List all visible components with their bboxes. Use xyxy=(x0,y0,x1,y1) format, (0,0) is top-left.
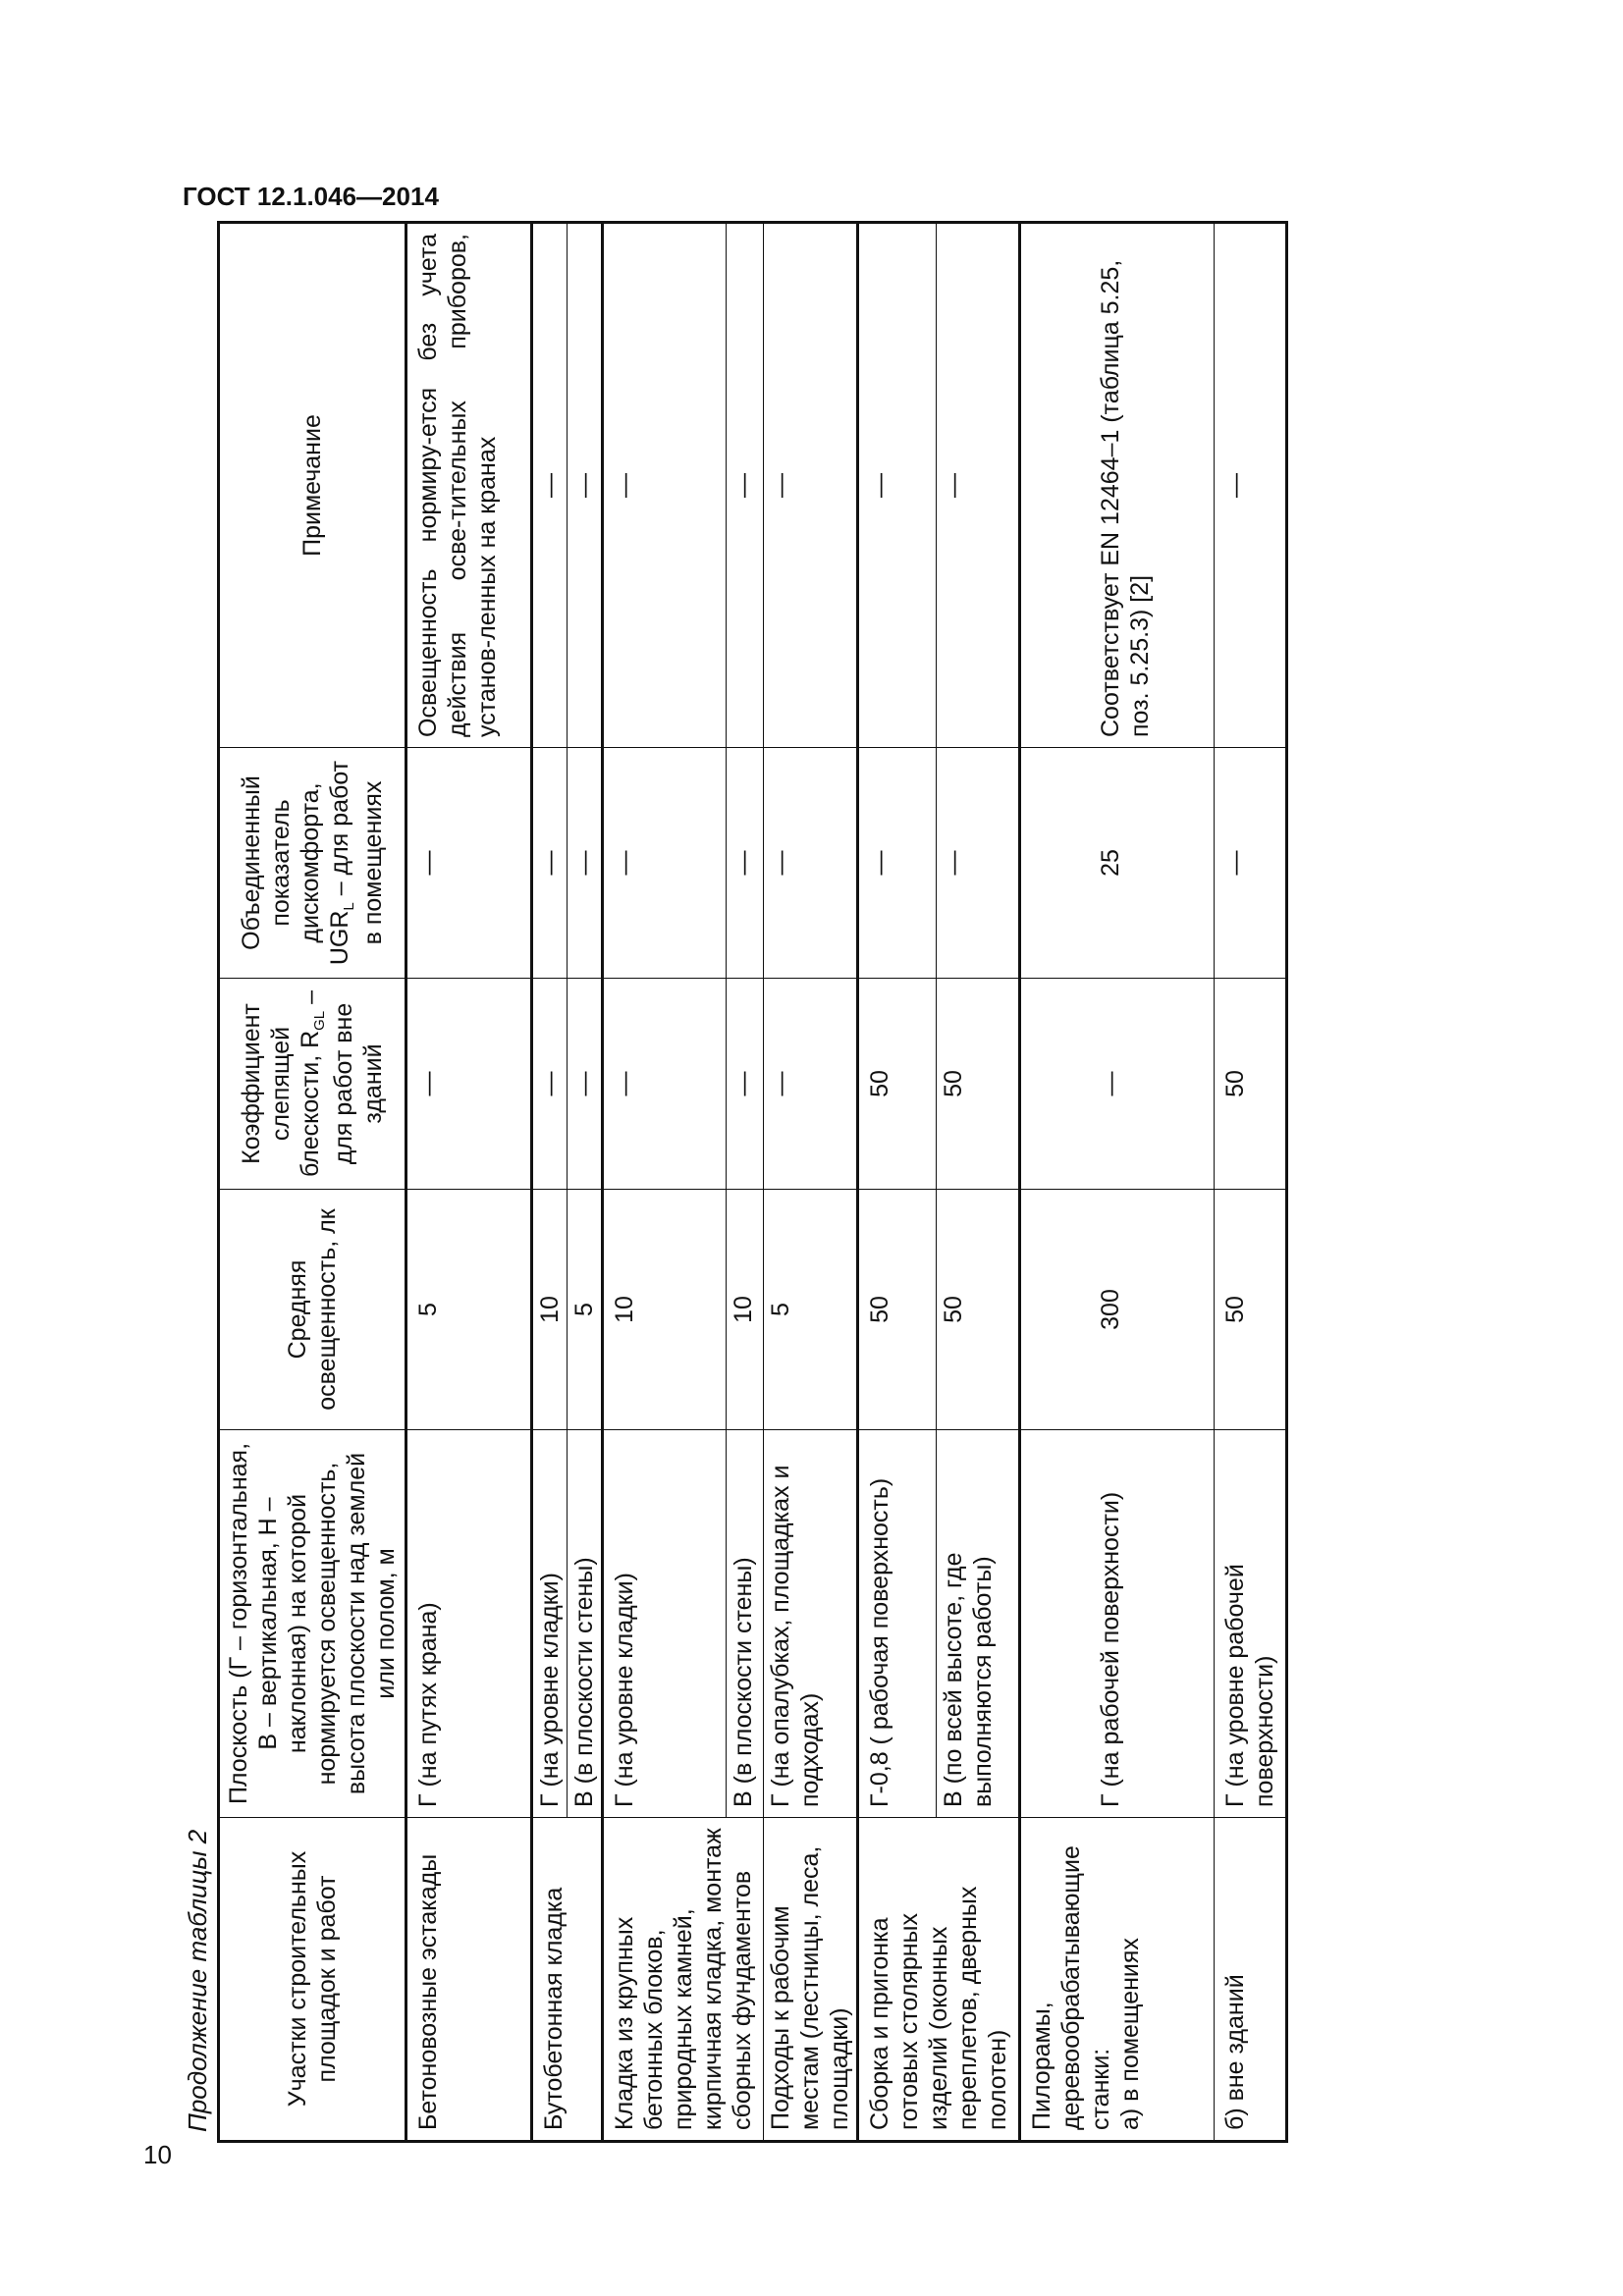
ugr-cell: — xyxy=(858,748,937,979)
page-number: 10 xyxy=(143,2140,172,2169)
plane-cell: В (по всей высоте, где выполняются работы) xyxy=(936,1430,1019,1818)
area-group-heading: Пилорамы, деревообрабатывающие станки: xyxy=(1028,1845,1114,2130)
lux-cell: 10 xyxy=(532,1190,568,1430)
note-cell: — xyxy=(936,223,1019,748)
plane-cell: Г (на опалубках, площадках и подходах) xyxy=(764,1430,858,1818)
table-continuation-caption: Продолжение таблицы 2 xyxy=(183,1829,212,2132)
area-cell: Бутобетонная кладка xyxy=(532,1818,603,2142)
rgl-cell: — xyxy=(532,979,568,1190)
ugr-cell: — xyxy=(936,748,1019,979)
rgl-cell: — xyxy=(603,979,727,1190)
note-cell: — xyxy=(603,223,727,748)
area-cell xyxy=(1020,1818,1215,2142)
note-cell: Освещенность нормиру-ется без учета действия осве-тительных приборов, установ-ленных на кранах xyxy=(406,223,532,748)
plane-cell: Г (на уровне рабочей поверхности) xyxy=(1215,1430,1287,1818)
note-cell: — xyxy=(1215,223,1287,748)
lux-cell: 300 xyxy=(1020,1190,1215,1430)
plane-cell: Г (на путях крана) xyxy=(406,1430,532,1818)
lux-cell: 5 xyxy=(764,1190,858,1430)
rgl-cell: — xyxy=(1020,979,1215,1190)
rgl-cell: 50 xyxy=(936,979,1019,1190)
rgl-cell: — xyxy=(406,979,532,1190)
lux-cell: 50 xyxy=(1215,1190,1287,1430)
rgl-cell: 50 xyxy=(858,979,937,1190)
ugr-cell: — xyxy=(568,748,603,979)
note-cell: — xyxy=(858,223,937,748)
ugr-cell: 25 xyxy=(1020,748,1215,979)
note-cell: Соответствует EN 12464–1 (таблица 5.25, поз. 5.25.3) [2] xyxy=(1020,223,1215,748)
ugr-cell: — xyxy=(1215,748,1287,979)
table-row xyxy=(1020,223,1215,2142)
ugr-cell: — xyxy=(764,748,858,979)
rgl-cell: — xyxy=(568,979,603,1190)
area-cell: Бетоновозные эстакады xyxy=(406,1818,532,2142)
col-header-note: Примечание xyxy=(219,223,406,748)
plane-cell: Г (на уровне кладки) xyxy=(603,1430,727,1818)
plane-cell: Г (на рабочей поверхности) xyxy=(1020,1430,1215,1818)
lux-cell: 10 xyxy=(603,1190,727,1430)
lux-cell: 50 xyxy=(858,1190,937,1430)
col-header-rgl xyxy=(219,979,406,1190)
note-cell: — xyxy=(727,223,764,748)
table-row xyxy=(532,223,568,2142)
ugr-cell: — xyxy=(727,748,764,979)
plane-cell: В (в плоскости стены) xyxy=(727,1430,764,1818)
col-header-ugr xyxy=(219,748,406,979)
ugr-cell: — xyxy=(532,748,568,979)
rgl-cell: 50 xyxy=(1215,979,1287,1190)
col-header-ugr-tail: – для работ в помещениях xyxy=(326,760,387,945)
area-cell: Кладка из крупных бетонных блоков, природных камней, кирпичная кладка, монтаж сборных фундаментов xyxy=(603,1818,764,2142)
ugr-cell: — xyxy=(603,748,727,979)
plane-cell: Г-0,8 ( рабочая поверхность) xyxy=(858,1430,937,1818)
note-cell: — xyxy=(764,223,858,748)
rgl-cell: — xyxy=(764,979,858,1190)
lux-cell: 5 xyxy=(568,1190,603,1430)
lux-cell: 10 xyxy=(727,1190,764,1430)
area-subitem: а) в помещениях xyxy=(1116,1938,1144,2130)
rgl-cell: — xyxy=(727,979,764,1190)
area-cell: б) вне зданий xyxy=(1215,1818,1287,2142)
table-row xyxy=(603,223,727,2142)
plane-cell: Г (на уровне кладки) xyxy=(532,1430,568,1818)
plane-cell: В (в плоскости стены) xyxy=(568,1430,603,1818)
col-header-lux: Средняя освещенность, лк xyxy=(219,1190,406,1430)
note-cell: — xyxy=(532,223,568,748)
area-cell: Подходы к рабочим местам (лестницы, леса, площадки) xyxy=(764,1818,858,2142)
table-row xyxy=(406,223,532,2142)
col-header-ugr-label: Объединенный показатель дискомфорта, UGR xyxy=(238,775,353,966)
table-row xyxy=(1215,223,1287,2142)
col-header-rgl-tail: – для работ вне зданий xyxy=(297,989,387,1165)
lux-cell: 5 xyxy=(406,1190,532,1430)
rgl-subscript: GL xyxy=(311,1010,328,1031)
note-cell: — xyxy=(568,223,603,748)
ugr-subscript: L xyxy=(341,902,357,911)
rotated-table-container xyxy=(217,224,1278,2143)
lux-cell: 50 xyxy=(936,1190,1019,1430)
table-row xyxy=(858,223,937,2142)
document-header: ГОСТ 12.1.046—2014 xyxy=(183,182,439,211)
area-cell: Сборка и пригонка готовых столярных изделий (оконных переплетов, дверных полотен) xyxy=(858,1818,1020,2142)
col-header-area: Участки строительных площадок и работ xyxy=(219,1818,406,2142)
ugr-cell: — xyxy=(406,748,532,979)
lighting-norms-table xyxy=(217,221,1288,2143)
table-row xyxy=(764,223,858,2142)
col-header-plane: Плоскость (Г – горизонтальная, В – вертикальная, Н – наклонная) на которой нормируется освещенность, высота плоскости над землей или полом, м xyxy=(219,1430,406,1818)
col-header-rgl-label: Коэффициент слепящей блескости, R xyxy=(238,1003,324,1178)
table-header-row xyxy=(219,223,406,2142)
